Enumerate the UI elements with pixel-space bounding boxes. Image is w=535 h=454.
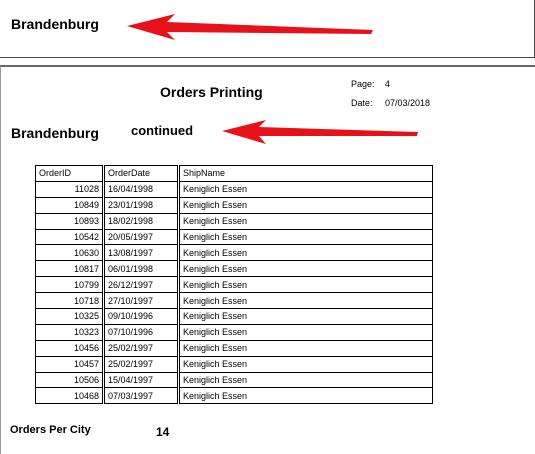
table-row [36, 324, 433, 340]
ship-name-cell: Keniglich Essen [179, 372, 433, 388]
order-id-cell: 10457 [36, 356, 104, 372]
order-date-cell: 20/05/1997 [104, 229, 179, 245]
table-header-row [36, 166, 433, 182]
ship-name-cell: Keniglich Essen [179, 293, 433, 309]
order-id-cell: 10468 [36, 388, 104, 404]
order-id-cell: 10323 [36, 324, 104, 340]
table-row [36, 213, 433, 229]
order-id-cell: 10542 [36, 229, 104, 245]
order-id-cell: 10718 [36, 293, 104, 309]
page-number: 4 [385, 79, 391, 89]
order-id-cell: 10893 [36, 213, 104, 229]
table-row [36, 181, 433, 197]
report-date: 07/03/2018 [385, 98, 431, 108]
date-label: Date: [351, 98, 373, 108]
order-date-cell: 13/08/1997 [104, 245, 179, 261]
ship-name-cell: Keniglich Essen [179, 388, 433, 404]
table-row [36, 197, 433, 213]
order-id-cell: 10325 [36, 309, 104, 325]
ship-name-cell: Keniglich Essen [179, 229, 433, 245]
table-row [36, 356, 433, 372]
order-date-cell: 06/01/1998 [104, 261, 179, 277]
order-date-cell: 07/03/1997 [104, 388, 179, 404]
previous-page-section [0, 0, 535, 58]
column-header: OrderDate [104, 166, 179, 182]
ship-name-cell: Keniglich Essen [179, 356, 433, 372]
ship-name-cell: Keniglich Essen [179, 277, 433, 293]
table-row [36, 293, 433, 309]
table-row [36, 277, 433, 293]
ship-name-cell: Keniglich Essen [179, 213, 433, 229]
ship-name-cell: Keniglich Essen [179, 197, 433, 213]
order-id-cell: 10849 [36, 197, 104, 213]
column-header: OrderID [36, 166, 104, 182]
order-date-cell: 25/02/1997 [104, 356, 179, 372]
table-row [36, 388, 433, 404]
orders-table [35, 165, 433, 404]
page-label: Page: [351, 79, 375, 89]
ship-name-cell: Keniglich Essen [179, 309, 433, 325]
table-row [36, 245, 433, 261]
table-row [36, 261, 433, 277]
order-date-cell: 09/10/1996 [104, 309, 179, 325]
order-date-cell: 07/10/1996 [104, 324, 179, 340]
group-header-city: Brandenburg [11, 16, 99, 32]
ship-name-cell: Keniglich Essen [179, 261, 433, 277]
order-id-cell: 10506 [36, 372, 104, 388]
orders-per-city-value: 14 [156, 425, 170, 439]
ship-name-cell: Keniglich Essen [179, 324, 433, 340]
order-id-cell: 10799 [36, 277, 104, 293]
order-id-cell: 11028 [36, 181, 104, 197]
continued-label: continued [131, 123, 194, 138]
ship-name-cell: Keniglich Essen [179, 245, 433, 261]
order-date-cell: 26/12/1997 [104, 277, 179, 293]
orders-per-city-label: Orders Per City [10, 424, 91, 436]
table-row [36, 340, 433, 356]
annotation-arrow-icon [125, 12, 375, 42]
table-row [36, 372, 433, 388]
order-date-cell: 18/02/1998 [104, 213, 179, 229]
group-header-city-continued: Brandenburg [11, 125, 99, 141]
table-row [36, 229, 433, 245]
ship-name-cell: Keniglich Essen [179, 181, 433, 197]
column-header: ShipName [179, 166, 433, 182]
order-id-cell: 10630 [36, 245, 104, 261]
report-title: Orders Printing [160, 84, 263, 100]
table-row [36, 309, 433, 325]
order-date-cell: 16/04/1998 [104, 181, 179, 197]
order-date-cell: 25/02/1997 [104, 340, 179, 356]
order-date-cell: 23/01/1998 [104, 197, 179, 213]
ship-name-cell: Keniglich Essen [179, 340, 433, 356]
order-id-cell: 10456 [36, 340, 104, 356]
annotation-arrow-icon [220, 118, 420, 146]
order-date-cell: 27/10/1997 [104, 293, 179, 309]
order-id-cell: 10817 [36, 261, 104, 277]
order-date-cell: 15/04/1997 [104, 372, 179, 388]
